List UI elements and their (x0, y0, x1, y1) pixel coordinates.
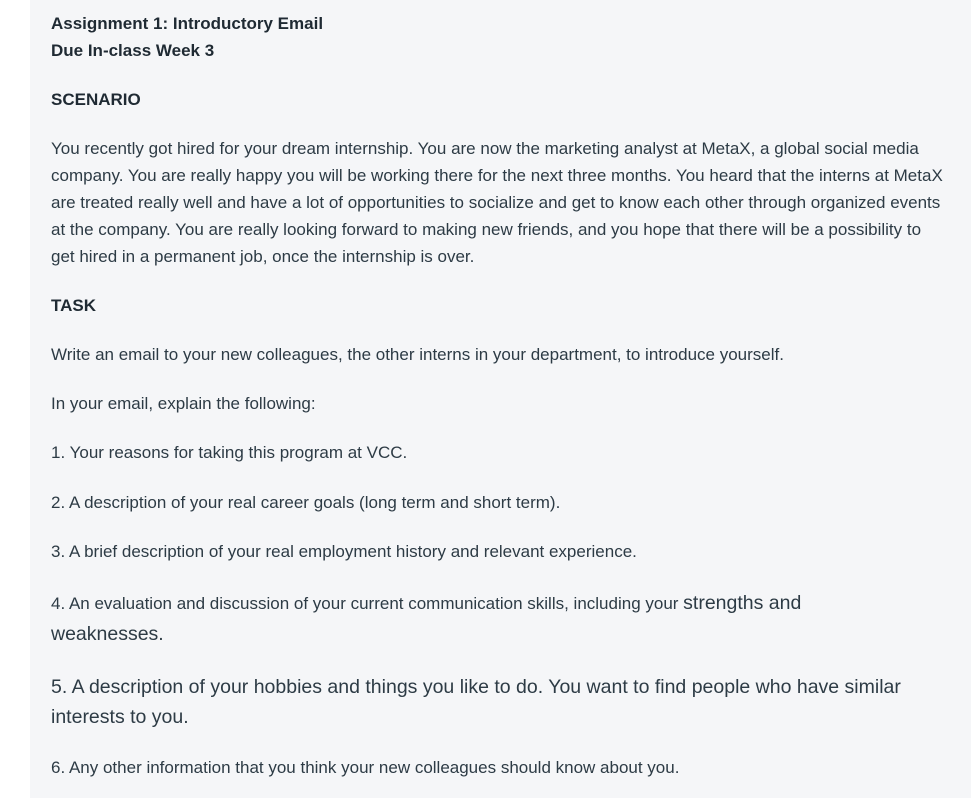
list-item-4-emphasis: strengths and weaknesses. (51, 592, 802, 645)
assignment-title: Assignment 1: Introductory Email (51, 14, 324, 33)
scenario-heading: SCENARIO (51, 90, 141, 109)
list-item-6: 6. Any other information that you think your new colleagues should know about you. (51, 758, 680, 777)
list-item-4-text: 4. An evaluation and discussion of your current communication skills, including your (51, 594, 684, 613)
list-item-4 (51, 588, 901, 650)
task-heading: TASK (51, 296, 97, 315)
due-date: Due In-class Week 3 (51, 41, 215, 60)
list-item-1: 1. Your reasons for taking this program at VCC. (51, 443, 408, 462)
list-item-5: 5. A description of your hobbies and things you like to do. You want to find people who have similar interests to you. (51, 676, 901, 728)
task-lead: In your email, explain the following: (51, 394, 316, 413)
list-item-2: 2. A description of your real career goals (long term and short term). (51, 493, 561, 512)
list-item-3: 3. A brief description of your real employment history and relevant experience. (51, 542, 637, 561)
task-intro: Write an email to your new colleagues, the other interns in your department, to introduce yourself. (51, 345, 784, 364)
scenario-text: You recently got hired for your dream internship. You are now the marketing analyst at MetaX, a global social media company. You are really happy you will be working there for the next three months. You heard that the interns at MetaX are treated really well and have a lot of opportunities to socialize and get to know each other through organized events at the company. You are really looking forward to making new friends, and you hope that there will be a possibility to get hired in a permanent job, once the internship is over. (51, 139, 943, 266)
